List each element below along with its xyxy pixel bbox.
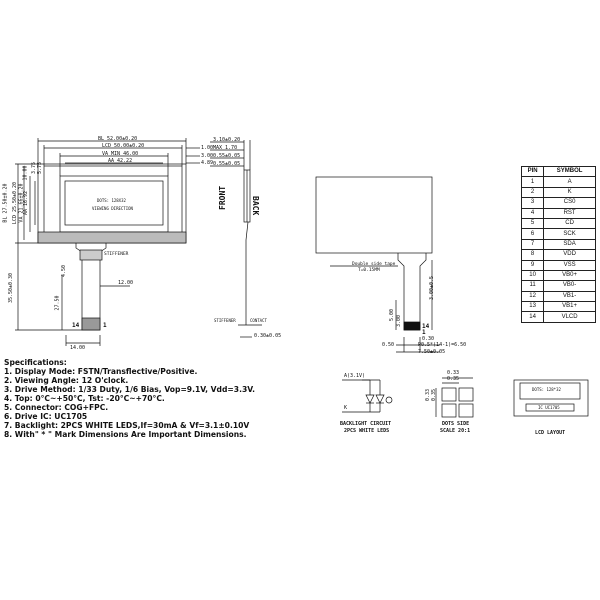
back-dim-0-30: 0.30 <box>422 336 435 342</box>
pin-number: 5 <box>522 218 544 228</box>
pin-row <box>522 250 596 260</box>
back-dim-3-00b: 3.00 <box>396 314 403 328</box>
pin-row <box>522 260 596 270</box>
spec-item-5: 5. Connector: COG+FPC. <box>4 403 109 412</box>
dots-dim-1: 0.33 <box>447 370 460 376</box>
pin-1-label: 1 <box>103 322 107 329</box>
layout-dots-label: DOTS: 128*32 <box>532 387 561 392</box>
side-dim-4: 0.55±0.05 <box>213 161 241 167</box>
pin-number: 4 <box>522 208 544 218</box>
viewing-direction-label: VIEWING DIRECTION <box>92 206 133 211</box>
side-dim-1: 3.10±0.20 <box>213 137 241 143</box>
back-label: BACK <box>251 196 260 216</box>
stiffener-pad <box>80 250 102 260</box>
pin-symbol: CD <box>544 218 596 228</box>
pin-number: 9 <box>522 260 544 270</box>
dots-dim-4: 0.35 <box>431 388 438 402</box>
dots-title-2: SCALE 20:1 <box>440 428 471 434</box>
layout-ic-label: IC UC1705 <box>538 405 560 410</box>
dim-vert-3-75: 3.75 <box>31 161 38 175</box>
back-dim-5-00: 5.00 <box>389 308 396 322</box>
pin-row <box>522 291 596 301</box>
dim-vert-5-75: 5.75 <box>37 161 44 175</box>
pin-number: 7 <box>522 239 544 249</box>
pin-table <box>521 166 596 323</box>
pin-row <box>522 187 596 197</box>
pin-table-body <box>522 177 596 322</box>
dim-fpc-12: 12.00 <box>118 280 134 286</box>
dots-dim-3: 0.33 <box>425 388 432 402</box>
pin-number: 1 <box>522 177 544 187</box>
spec-item-2: 2. Viewing Angle: 12 O'clock. <box>4 376 129 385</box>
pin-number: 14 <box>522 312 544 322</box>
pin-symbol: VB1+ <box>544 302 596 312</box>
pin-row <box>522 218 596 228</box>
pin-row <box>522 198 596 208</box>
dot-4 <box>459 404 473 417</box>
pin-row <box>522 177 596 187</box>
pin-symbol: VB0+ <box>544 270 596 280</box>
dim-vert-aa: AA 16.92 <box>23 190 30 216</box>
pin-number: 12 <box>522 291 544 301</box>
spec-item-4: 4. Top: 0°C~+50°C, Tst: -20°C~+70°C. <box>4 394 165 403</box>
dot-2 <box>459 388 473 401</box>
contact-label: CONTACT <box>250 318 267 323</box>
dot-1 <box>442 388 456 401</box>
pin-row <box>522 208 596 218</box>
back-contacts <box>404 322 420 330</box>
spec-item-8: 8. With" * " Mark Dimensions Are Important Dimensions. <box>4 430 247 439</box>
spec-title: Specifications: <box>4 358 67 367</box>
dim-va: VA MIN 46.00 <box>102 151 139 157</box>
dim-4-89: 4.89 <box>201 160 214 166</box>
pin-number: 13 <box>522 302 544 312</box>
pin-symbol: K <box>544 187 596 197</box>
spec-item-6: 6. Drive IC: UC1705 <box>4 412 88 421</box>
back-dim-pitch: P0.5*(14-1)=6.50 <box>418 342 467 348</box>
layout-title: LCD LAYOUT <box>535 430 566 436</box>
circuit-a-label: A(3.1V) <box>344 373 366 379</box>
dim-vert-bl: BL 27.50±0.20 <box>2 183 9 223</box>
back-dim-0-50: 0.50 <box>382 342 395 348</box>
pin-symbol: VB0- <box>544 281 596 291</box>
ic-strip <box>38 232 186 243</box>
pin-number: 3 <box>522 198 544 208</box>
back-dim-3-00: 3.00±0.5 <box>429 275 436 301</box>
pin-symbol: SDA <box>544 239 596 249</box>
fpc-contacts <box>82 318 100 330</box>
dots-title-1: DOTS SIDE <box>442 421 470 427</box>
viewing-area <box>60 176 168 232</box>
pin-row <box>522 229 596 239</box>
pin-row <box>522 302 596 312</box>
side-dim-2: MAX 1.70 <box>213 145 238 151</box>
back-pin-1: 1 <box>422 329 426 336</box>
pin-number: 6 <box>522 229 544 239</box>
dots-label: DOTS: 128X32 <box>97 198 126 203</box>
front-label: FRONT <box>218 185 227 210</box>
back-outline <box>316 177 432 253</box>
pin-symbol: RST <box>544 208 596 218</box>
pin-number: 8 <box>522 250 544 260</box>
pin-symbol: CS0 <box>544 198 596 208</box>
dim-fpc-4-50: 4.50 <box>61 264 68 278</box>
spec-item-3: 3. Drive Method: 1/33 Duty, 1/6 Bias, Vop=9.1V, Vdd=3.3V. <box>4 385 256 394</box>
pin-header: PIN <box>522 167 544 177</box>
dots-dim-2: 0.35 <box>447 376 460 382</box>
pin-symbol: SCK <box>544 229 596 239</box>
circuit-title-2: 2PCS WHITE LEDS <box>344 428 390 434</box>
pin-symbol: VSS <box>544 260 596 270</box>
dim-bl: BL 52.00±0.20 <box>98 136 138 142</box>
side-dim-3: 0.55±0.05 <box>213 153 241 159</box>
pin-14-label: 14 <box>72 322 80 329</box>
dim-fpc-27-50: 27.50 <box>54 295 61 311</box>
pin-number: 11 <box>522 281 544 291</box>
dim-3-00: 3.00 <box>201 153 214 159</box>
spec-item-1: 1. Display Mode: FSTN/Transflective/Positive. <box>4 367 198 376</box>
pin-symbol: VB1- <box>544 291 596 301</box>
dim-vert-va: VA 21.66±0.20 <box>18 183 25 223</box>
stiffener-label: STIFFENER <box>104 252 129 257</box>
circuit-title-1: BACKLIGHT CIRCUIT <box>340 421 392 427</box>
pin-row <box>522 312 596 322</box>
pin-symbol: VLCD <box>544 312 596 322</box>
pin-number: 10 <box>522 270 544 280</box>
dim-lcd: LCD 50.00±0.20 <box>102 143 145 149</box>
dim-fpc-35-50: 35.50±0.30 <box>8 272 15 304</box>
side-stiffener-label: STIFFENER <box>214 318 236 323</box>
pin-row <box>522 239 596 249</box>
pin-row <box>522 270 596 280</box>
tape-thickness: T=0.15MM <box>358 268 380 273</box>
dim-1-00: 1.00 <box>201 145 214 151</box>
dim-aa: AA 42.22 <box>108 158 133 164</box>
back-pin-14: 14 <box>422 323 430 330</box>
dim-vert-10-00: 10.00 <box>22 165 29 181</box>
tape-label: Double side tape <box>352 262 396 267</box>
dim-14-00: 14.00 <box>70 345 86 351</box>
side-thickness: 0.30±0.05 <box>254 333 282 339</box>
pin-symbol: VDD <box>544 250 596 260</box>
circuit-k-label: K <box>344 405 348 411</box>
pin-number: 2 <box>522 187 544 197</box>
spec-item-7: 7. Backlight: 2PCS WHITE LEDS,If=30mA & Vf=3.1±0.10V <box>4 421 250 430</box>
pin-symbol: A <box>544 177 596 187</box>
back-dim-total: 7.50±0.05 <box>418 349 446 355</box>
dim-vert-lcd: LCD 25.50±0.20 <box>12 181 19 225</box>
dot-3 <box>442 404 456 417</box>
pin-row <box>522 281 596 291</box>
symbol-header: SYMBOL <box>544 167 596 177</box>
